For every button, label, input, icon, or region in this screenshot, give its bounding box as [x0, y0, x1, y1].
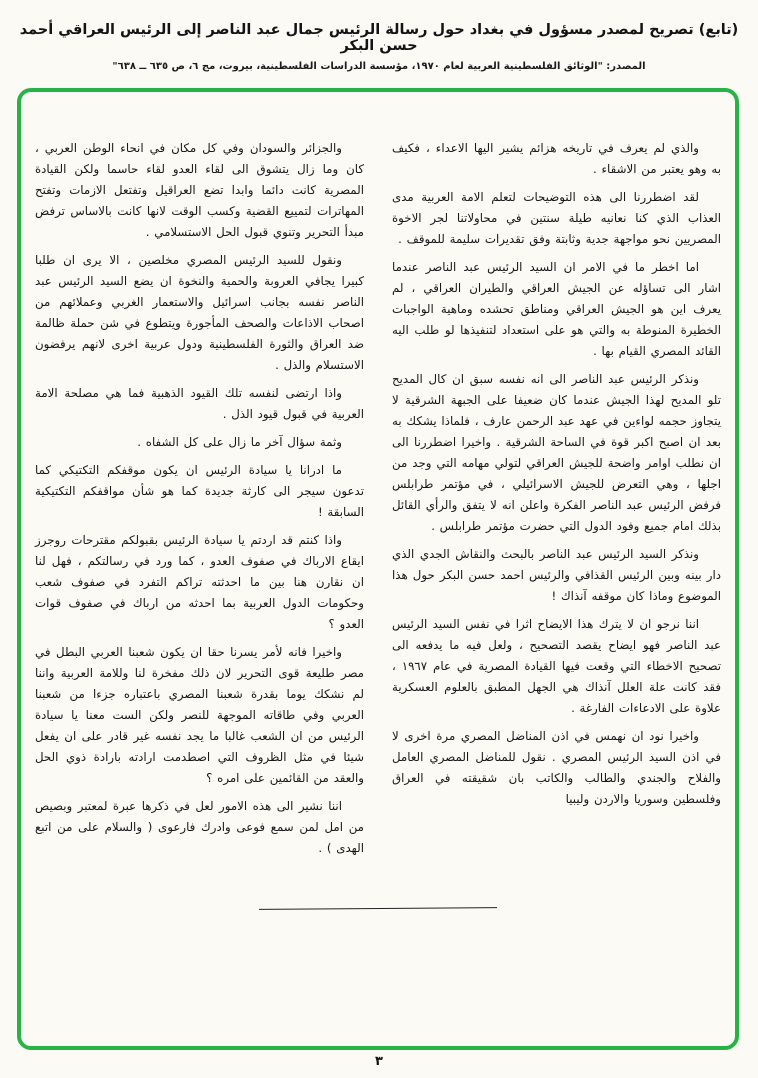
paragraph: واخيرا نود ان نهمس في اذن المناضل المصري مرة اخرى لا في اذن السيد الرئيس المصري . نقول للمناضل المصري العامل والفلاح والجندي والطالب والكاتب بان شقيقته في العراق وفلسطين وسوريا والاردن وليبيا: [392, 729, 721, 806]
text-columns: [35, 138, 721, 866]
paragraph: واذا ارتضى لنفسه تلك القيود الذهبية فما هي مصلحة الامة العربية في قبول قيود الذل .: [35, 386, 364, 421]
paragraph: اننا نشير الى هذه الامور لعل في ذكرها عبرة لمعتبر وبصيص من امل لمن سمع فوعى وادرك فارعوى ( والسلام على من اتبع الهدى ) .: [35, 799, 364, 855]
page-number: ٣: [375, 1054, 383, 1069]
paragraph: اما اخطر ما في الامر ان السيد الرئيس عبد الناصر عندما اشار الى تساؤله عن الجيش العراقي والطيران العراقي ، لم يعرف اين هو الجيش العراقي ومناطق تحشده وماهية الواجبات الخطيرة المنوطة به والتي هو على استعداد لتنفيذها لو طلب اليه القائد المصري القيام بها .: [392, 260, 721, 358]
paragraph: ما ادرانا يا سيادة الرئيس ان يكون موقفكم التكتيكي كما تدعون سيجر الى كارثة جديدة كما هو شأن مواقفكم التكتيكية السابقة !: [35, 463, 364, 519]
paragraph: لقد اضطررنا الى هذه التوضيحات لتعلم الامة العربية مدى العذاب الذي كنا نعانيه طيلة سنتين في محاولاتنا لجر الاخوة المصريين نحو مواجهة جدية وثابتة وفق تقديرات سليمة للموقف .: [392, 190, 721, 246]
page-border-frame: [17, 88, 739, 1050]
paragraph: اننا نرجو ان لا يترك هذا الايضاح اثرا في نفس السيد الرئيس عبد الناصر فهو ايضاح يقصد التصحيح ، ولعل فيه ما يدفعه الى تصحيح الاخطاء التي وقعت فيها القيادة المصرية في عام ١٩٦٧ ، فقد كانت علة العلل آنذاك هي الجهل المطبق بالعلوم العسكرية علاوة على الادعاءات الفارغة .: [392, 617, 721, 715]
column-divider-line: [259, 907, 497, 910]
right-column: [392, 138, 721, 866]
paragraph: ونقول للسيد الرئيس المصري مخلصين ، الا يرى ان طلبا كبيرا يجافي العروبة والحمية والنخوة ان يضع السيد الرئيس عبد الناصر نفسه بجانب اسرائيل والاستعمار الغربي وعملائهم من اصحاب الاذاعات والصحف المأجورة ويتطوع في شن حملة ظالمة ضد العراق والثورة الفلسطينية ودول عربية اخرى لانهم يرفضون الاستسلام والذل .: [35, 253, 364, 372]
paragraph: واذا كنتم قد اردتم يا سيادة الرئيس بقبولكم مقترحات روجرز ايقاع الارباك في صفوف العدو ، كما ورد في رسالتكم ، فهل لنا ان نقارن هنا بين ما احدثته تراكم التفرد في صفوف شعب وحكومات الدول العربية بما احدثه من ارباك في صفوف قوات العدو ؟: [35, 533, 364, 631]
left-column: [35, 138, 364, 866]
document-header: [0, 22, 758, 72]
paragraph: واخيرا فانه لأمر يسرنا حقا ان يكون شعبنا العربي البطل في مصر طليعة قوى التحرير لان ذلك مفخرة لنا وللامة العربية واننا لم نشكك يوما بقدرة شعبنا المصري باعتباره جزءا من شعبنا العربي وفي طاقاته الموجهة للنصر ولكن الست معنا يا سيادة الرئيس من ان الشعب غالبا ما يجد نفسه غير قادر على ان يفعل شيئا في مثل الظروف التي اصطدمت ارادته بارادة ذوي الحل والعقد من القائمين على امره ؟: [35, 645, 364, 785]
paragraph: وثمة سؤال آخر ما زال على كل الشفاه .: [137, 435, 342, 449]
paragraph: والجزائر والسودان وفي كل مكان في انحاء الوطن العربي ، كان وما زال يتشوق الى لقاء العدو لقاء حاسما ولكن القيادة المصرية كانت دائما وابدا تضع العراقيل وتفتعل الازمات وتفتح المهاترات لتمييع القضية وكسب الوقت لانها كانت بالاساس ترفض مبدأ التحرير وتنوي قبول الحل الاستسلامي .: [35, 141, 364, 239]
paragraph: ونذكر الرئيس عبد الناصر الى انه نفسه سبق ان كال المديح تلو المديح لهذا الجيش عندما كان ضعيفا على الجبهة الشرقية لا يتجاوز حجمه لواءين في عهد عبد الرحمن عارف ، فلماذا يشكك به بعد ان اصبح اكبر قوة في الساحة الشرقية . واخيرا اضطررنا الى ان نطلب اوامر واضحة للجيش العراقي لتولي مهامه التي وجد من اجلها ، وهي التعرض للجيش الاسرائيلي ، في مؤتمر طرابلس فرفض الرئيس عبد الناصر الفكرة واعلن انه لا يتفق والرأي القائل بذلك امام جميع وفود الدول التي حضرت مؤتمر طرابلس .: [392, 372, 721, 533]
paragraph: والذي لم يعرف في تاريخه هزائم يشير اليها الاعداء ، فكيف به وهو يعتبر من الاشقاء .: [392, 141, 721, 176]
document-title: (تابع) تصريح لمصدر مسؤول في بغداد حول رسالة الرئيس جمال عبد الناصر إلى الرئيس العراقي أحمد حسن البكر: [19, 22, 739, 54]
paragraph: ونذكر السيد الرئيس عبد الناصر بالبحث والنقاش الجدي الذي دار بينه وبين الرئيس القذافي والرئيس احمد حسن البكر حول هذا الموضوع وماذا كان موقفه آنذاك !: [392, 547, 721, 603]
document-source-line: المصدر: "الوثائق الفلسطينية العربية لعام ١٩٧٠، مؤسسة الدراسات الفلسطينية، بيروت، مج ٦، ص ٦٣٥ ــ ٦٣٨": [112, 61, 646, 72]
